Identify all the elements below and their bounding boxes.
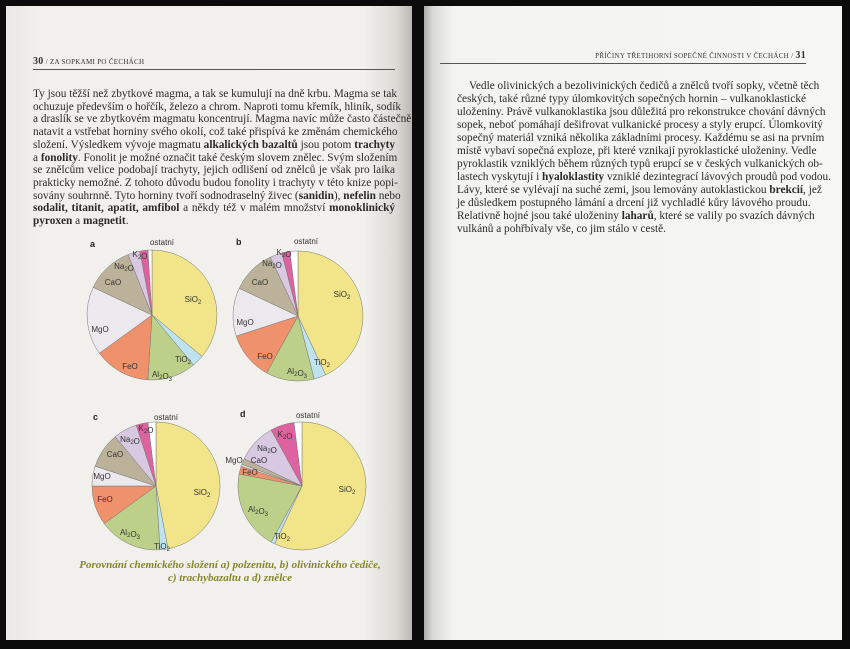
pie-label: $K_2O$ [132, 250, 148, 261]
text-run: sopek, neboť pomáhají dešifrovat vulkanické procesy a styly erupcí. Úlomkovitý [457, 119, 823, 131]
bold-term: sanidin [298, 189, 334, 202]
text-run: Lávy, které se vylévají na suché zemi, jsou lemovány autoklastickou [457, 184, 770, 196]
pie-slice-sio2 [156, 422, 220, 549]
pie-label: CaO [106, 450, 124, 459]
text-run: , jež [803, 184, 822, 196]
text-run: uloženiny. Právě vulkanoklastika jsou důležitá pro rekonstrukce chování dávných [457, 106, 826, 118]
pie-chart-letter: c [93, 412, 99, 422]
left-page-number: 30 [33, 56, 44, 67]
pie-label: MgO [91, 325, 109, 334]
pie-label: ostatní [295, 411, 321, 420]
bold-term: fonolity [40, 151, 78, 164]
text-run: ochuzuje především o hořčík, železo a chrom. Naproti tomu křemík, hliník, sodík [33, 100, 401, 113]
text-run: místě vybaví sopečná exploze, při které vznikají pyroklastické uloženiny. Vedle [457, 145, 817, 157]
bold-term: nefelin [343, 189, 376, 202]
pie-label: TiO$_2$ [154, 542, 170, 553]
pie-label: MgO [93, 472, 111, 481]
text-run: prakticky nemožné. Z tohoto důvodu budou fonolity i trachyty v této knize popi- [33, 176, 398, 189]
pie-label: SiO$_2$ [193, 488, 211, 499]
text-run: , které se valily po svazích dávných [653, 210, 815, 222]
pie-label: TiO$_2$ [175, 355, 191, 366]
pie-chart-letter: b [236, 237, 242, 247]
text-run: ), [333, 189, 344, 202]
text-run: nebo [375, 189, 401, 202]
pie-label: SiO$_2$ [338, 485, 356, 496]
pie-chart-letter: a [90, 239, 96, 249]
bold-term: sodalit, titanit, apatit, amfibol [33, 202, 180, 215]
text-run: a [33, 151, 41, 164]
bold-term: monoklinický [329, 202, 395, 215]
pie-chart-letter: d [240, 409, 246, 419]
text-run: složení. Výsledkem vývoje magmatu [33, 138, 204, 151]
pie-slices-layer [87, 250, 366, 550]
text-run: se znělcům velice podobají trachyty, jejich odlišení od znělců je však pro laika [33, 164, 395, 177]
pie-label: FeO [257, 352, 273, 361]
pie-label: TiO$_2$ [314, 358, 330, 369]
text-run: natavit a vstřebat horniny svého okolí, což také přispívá ke změnám chemického [33, 126, 398, 139]
bold-term: brekcií [769, 184, 804, 196]
text-run: pyroklastik vzniklých během různých typů erupcí se v českých vulkanických ob- [457, 158, 823, 170]
text-run: sovány souhrnně. Tyto horniny tvoří sodnodraselný živec ( [33, 189, 299, 202]
pie-label: FeO [97, 495, 113, 504]
text-run: lastech vyskytují i [457, 171, 543, 183]
pie-label: $Al_2O_3$ [247, 505, 269, 518]
pie-label: $Al_2O_3$ [151, 370, 173, 383]
bold-term: laharů [621, 210, 654, 222]
pie-chart-a [87, 250, 217, 380]
pie-label: SiO$_2$ [184, 295, 202, 306]
pie-label: MgO [236, 318, 254, 327]
pie-label: CaO [104, 278, 122, 287]
bold-term: trachyty [354, 138, 395, 151]
pie-label: ostatní [293, 237, 319, 246]
right-running-title: PŘÍČINY TŘETIHORNÍ SOPEČNÉ ČINNOSTI V ČECHÁCH / [595, 52, 794, 60]
pie-label: CaO [250, 456, 268, 465]
text-run: sopečný materiál vzniká několika základními procesy. Každému se asi na prvním [457, 132, 825, 144]
bold-term: magnetit [83, 215, 126, 227]
pie-label: $Al_2O_3$ [286, 367, 308, 380]
text-run: . [125, 215, 129, 227]
pie-label: $Na_2O$ [262, 259, 282, 270]
text-run: a draslík se ve zbytkovém magmatu koncentrují. Magma navíc může často částečně [33, 113, 412, 126]
bold-term: pyroxen [33, 215, 73, 227]
pie-label: FeO [122, 362, 138, 371]
text-run: a někdy též v malém množství [179, 202, 330, 215]
pie-label: $Na_2O$ [257, 444, 277, 455]
text-run: jsou potom [297, 138, 355, 151]
pie-chart-c [92, 422, 220, 550]
bold-term: alkalických bazaltů [203, 138, 298, 151]
figure-caption [40, 559, 420, 585]
text-run: vulkánů a pohřbívaly vše, co jim stálo v cestě. [457, 223, 666, 235]
pie-label: $K_2O$ [276, 248, 292, 259]
pie-label: MgO [225, 456, 243, 465]
text-run: a [72, 215, 84, 227]
pie-label: TiO$_2$ [274, 532, 290, 543]
pie-label: SiO$_2$ [333, 290, 351, 301]
pie-label: $Na_2O$ [114, 262, 134, 273]
bold-term: hyaloklastity [542, 171, 605, 183]
pie-label: FeO [242, 468, 258, 477]
text-run: Vedle olivinických a bezolivinických čedičů a znělců tvoří sopky, včetně těch [469, 80, 820, 92]
caption-line-2: c) trachybazaltu a d) znělce [167, 572, 293, 584]
text-run: vzniklé dezintegrací lávových proudů pod vodou. [604, 171, 832, 183]
pie-label: ostatní [153, 413, 179, 422]
right-page-number: 31 [795, 50, 806, 61]
caption-line-1: Porovnání chemického složení a) polzenitu, b) olivinického čediče, [79, 559, 381, 571]
pie-label: $Al_2O_3$ [119, 528, 141, 541]
pie-label: $Na_2O$ [120, 435, 140, 446]
text-run: je důsledkem postupného lámání a drcení již vychladlé kůry lávového proudu. [457, 197, 811, 209]
text-run: Relativně hojné jsou také uloženiny [457, 210, 622, 222]
text-run: Ty jsou těžší než zbytkové magma, a tak se kumulují na dně krbu. Magma se tak [33, 88, 398, 100]
left-running-title: / ZA SOPKAMI PO ČECHÁCH [45, 58, 145, 66]
text-run: . Fonolit je možné označit také českým slovem znělec. Svým složením [77, 151, 398, 164]
pie-label: CaO [251, 278, 269, 287]
text-run: českých, také různé typy úlomkovitých sopečných hornin – vulkanoklastické [457, 93, 806, 105]
pie-label: ostatní [149, 238, 175, 247]
pie-chart-b [233, 251, 363, 381]
pie-label: $K_2O$ [277, 430, 293, 441]
pie-label: $K_2O$ [138, 424, 154, 435]
